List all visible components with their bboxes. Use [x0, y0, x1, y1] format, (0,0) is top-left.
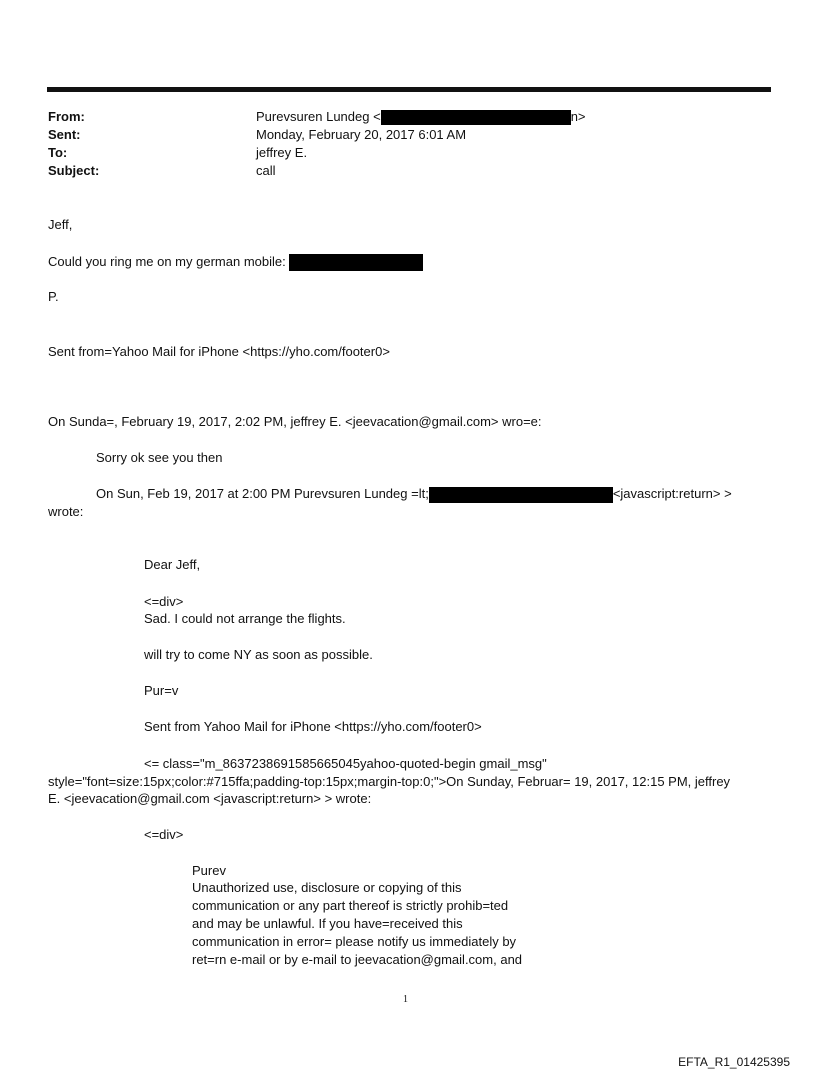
bates-number: EFTA_R1_01425395 — [678, 1055, 790, 1069]
div-tag-line: <=div> — [144, 594, 184, 609]
purev-line: Purev — [192, 863, 226, 878]
quote1-header: On Sunda=, February 19, 2017, 2:02 PM, jeffrey E. <jeevacation@gmail.com> wro=e: — [48, 414, 542, 429]
signature: P. — [48, 289, 59, 304]
request-line — [48, 253, 423, 271]
style-line: style="font=size:15px;color:#715ffa;padding-top:15px;margin-top:0;">On Sunday, Februar= 19, 2017, 12:15 PM, jeffrey — [48, 774, 731, 789]
quote1-text: Sorry ok see you then — [96, 450, 223, 465]
sent-from-line-2: Sent from Yahoo Mail for iPhone <https://yho.com/footer0> — [144, 719, 482, 734]
sent-value: Monday, February 20, 2017 6:01 AM — [256, 127, 467, 142]
redaction-box — [381, 110, 571, 125]
header-rule — [47, 87, 771, 92]
subject-value: call — [256, 163, 276, 178]
from-value — [256, 108, 586, 126]
disclaimer-line: communication in error= please notify us immediately by — [192, 934, 517, 949]
sent-label: Sent: — [48, 127, 81, 142]
quote2-header — [96, 485, 732, 503]
from-suffix: n> — [570, 109, 586, 124]
sad-line: Sad. I could not arrange the flights. — [144, 611, 346, 626]
redaction-box — [289, 254, 423, 271]
div-tag-line-2: <=div> — [144, 827, 184, 842]
to-label: To: — [48, 145, 68, 160]
quote2-header-a: On Sun, Feb 19, 2017 at 2:00 PM Purevsuren Lundeg =lt; — [96, 486, 429, 501]
quote2-wrote: wrote: — [48, 504, 84, 519]
subject-label: Subject: — [48, 163, 100, 178]
purv-line: Pur=v — [144, 683, 179, 698]
disclaimer-line: communication or any part thereof is strictly prohib=ted — [192, 898, 509, 913]
dear-line: Dear Jeff, — [144, 557, 201, 572]
quote2-header-b: <javascript:return> > — [612, 486, 732, 501]
to-value: jeffrey E. — [256, 145, 308, 160]
redaction-box — [429, 487, 613, 503]
page-number: 1 — [403, 994, 408, 1005]
disclaimer-line: Unauthorized use, disclosure or copying of this — [192, 880, 462, 895]
email-line: E. <jeevacation@gmail.com <javascript:return> > wrote: — [48, 791, 372, 806]
from-name: Purevsuren Lundeg < — [256, 109, 381, 124]
disclaimer-line: ret=rn e-mail or by e-mail to jeevacation@gmail.com, and — [192, 952, 523, 967]
request-text: Could you ring me on my german mobile: — [48, 254, 286, 269]
class-line: <= class="m_8637238691585665045yahoo-quoted-begin gmail_msg" — [144, 756, 547, 771]
will-try-line: will try to come NY as soon as possible. — [144, 647, 373, 662]
sent-from-line: Sent from=Yahoo Mail for iPhone <https://yho.com/footer0> — [48, 344, 390, 359]
greeting: Jeff, — [48, 217, 73, 232]
from-label: From: — [48, 109, 85, 124]
disclaimer-line: and may be unlawful. If you have=received this — [192, 916, 463, 931]
